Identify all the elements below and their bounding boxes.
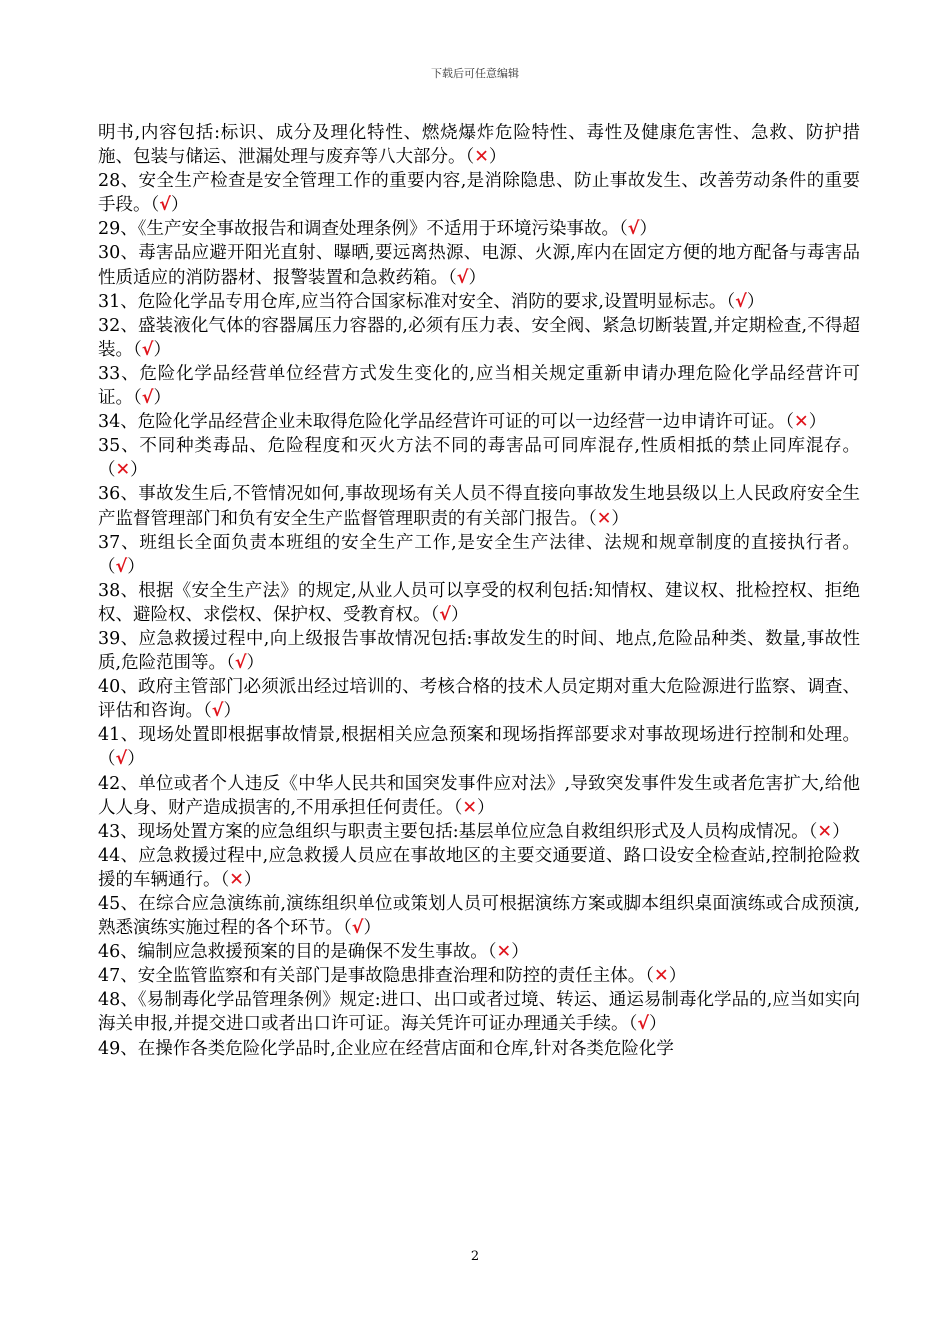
question-item xyxy=(98,627,860,675)
document-body xyxy=(98,121,860,1061)
question-text: 31、危险化学品专用仓库,应当符合国家标准对安全、消防的要求,设置明显标志。 xyxy=(98,291,727,312)
question-text: 49、在操作各类危险化学品时,企业应在经营店面和仓库,针对各类危险化学 xyxy=(98,1038,674,1059)
question-item xyxy=(98,410,860,434)
question-item xyxy=(98,531,860,579)
answer-close-paren: ） xyxy=(832,821,850,842)
cross-mark-icon: ✕ xyxy=(115,460,131,481)
answer-close-paren: ） xyxy=(668,966,687,987)
answer-close-paren: ） xyxy=(223,701,241,722)
question-item xyxy=(98,772,860,820)
cross-mark-icon: ✕ xyxy=(654,966,669,987)
answer-close-paren: ） xyxy=(153,388,171,409)
cross-mark-icon: ✕ xyxy=(596,508,612,529)
answer-close-paren: ） xyxy=(488,147,507,168)
answer-close-paren: ） xyxy=(363,918,381,939)
page-header: 下载后可任意编辑 xyxy=(431,67,519,80)
answer-open-paren: （ xyxy=(619,219,628,240)
question-item xyxy=(98,1037,860,1061)
question-text: 47、安全监管监察和有关部门是事故隐患排查治理和防控的责任主体。 xyxy=(98,966,646,987)
question-text: 46、编制应急救援预案的目的是确保不发生事故。 xyxy=(98,942,488,963)
answer-open-paren: （ xyxy=(133,388,142,409)
cross-mark-icon: ✕ xyxy=(474,147,489,168)
question-text: 44、应急救援过程中,应急救援人员应在事故地区的主要交通要道、路口设安全检查站,控制抢险救援的车辆通行。 xyxy=(98,845,860,890)
answer-open-paren: （ xyxy=(203,701,212,722)
question-text: 明书,内容包括:标识、成分及理化特性、燃烧爆炸危险特性、毒性及健康危害性、急救、防护措施、包装与储运、泄漏处理与废弃等八大部分。 xyxy=(98,123,860,168)
question-item xyxy=(98,964,860,988)
check-mark-icon: √ xyxy=(439,604,451,625)
question-text: 32、盛装液化气体的容器属压力容器的,必须有压力表、安全阀、紧急切断装置,并定期检查,不得超装。 xyxy=(98,315,860,360)
question-item xyxy=(98,121,860,169)
check-mark-icon: √ xyxy=(351,918,364,939)
cross-mark-icon: ✕ xyxy=(794,412,809,433)
question-text: 30、毒害品应避开阳光直射、曝晒,要远离热源、电源、火源,库内在固定方便的地方配备与毒害品性质适应的消防器材、报警装置和急救药箱。 xyxy=(98,243,860,288)
question-text: 40、政府主管部门必须派出经过培训的、考核合格的技术人员定期对重大危险源进行监察、调查、评估和咨询。 xyxy=(98,677,860,722)
answer-open-paren: （ xyxy=(487,942,497,963)
answer-open-paren: （ xyxy=(808,821,818,842)
question-text: 43、现场处置方案的应急组织与职责主要包括:基层单位应急自救组织形式及人员构成情况。 xyxy=(98,821,809,842)
question-item xyxy=(98,675,860,723)
answer-close-paren: ） xyxy=(476,797,495,818)
question-text: 39、应急救援过程中,向上级报告事故情况包括:事故发生的时间、地点,危险品种类、数量,事故性质,危险范围等。 xyxy=(98,628,860,674)
answer-open-paren: （ xyxy=(726,291,736,312)
answer-open-paren: （ xyxy=(588,508,597,529)
answer-close-paren: ） xyxy=(639,219,657,240)
answer-open-paren: （ xyxy=(628,1014,638,1035)
answer-close-paren: ） xyxy=(153,339,171,360)
question-item xyxy=(98,217,860,241)
question-text: 36、事故发生后,不管情况如何,事故现场有关人员不得直接向事故发生地县级以上人民政府安全生产监督管理部门和负有安全生产监督管理职责的有关部门报告。 xyxy=(98,484,860,529)
question-text: 28、安全生产检查是安全管理工作的重要内容,是消除隐患、防止事故发生、改善劳动条件的重要手段。 xyxy=(98,171,860,216)
question-text: 37、班组长全面负责本班组的安全生产工作,是安全生产法律、法规和规章制度的直接执行者。 xyxy=(98,532,860,553)
check-mark-icon: √ xyxy=(234,653,247,674)
answer-open-paren: （ xyxy=(133,339,142,360)
cross-mark-icon: ✕ xyxy=(817,821,833,842)
question-item xyxy=(98,820,860,844)
question-item xyxy=(98,723,860,771)
answer-open-paren: （ xyxy=(465,147,475,168)
question-text: 29、《生产安全事故报告和调查处理条例》不适用于环境污染事故。 xyxy=(98,219,620,240)
answer-close-paren: ） xyxy=(511,942,529,963)
question-text: 35、不同种类毒品、危险程度和灭火方法不同的毒害品可同库混存,性质相抵的禁止同库混存。 xyxy=(98,436,860,457)
answer-close-paren: ） xyxy=(130,460,148,481)
answer-close-paren: ） xyxy=(170,195,189,216)
question-item xyxy=(98,362,860,410)
answer-close-paren: ） xyxy=(649,1014,667,1035)
question-text: 48、《易制毒化学品管理条例》规定:进口、出口或者过境、转运、通运易制毒化学品的,应当如实向海关申报,并提交进口或者出口许可证。海关凭许可证办理通关手续。 xyxy=(98,990,860,1035)
answer-open-paren: （ xyxy=(785,412,795,433)
cross-mark-icon: ✕ xyxy=(462,797,477,818)
answer-open-paren: （ xyxy=(645,966,655,987)
answer-close-paren: ） xyxy=(746,291,765,312)
question-item xyxy=(98,988,860,1036)
check-mark-icon: √ xyxy=(637,1014,649,1035)
question-item xyxy=(98,434,860,482)
answer-open-paren: （ xyxy=(98,556,116,577)
cross-mark-icon: ✕ xyxy=(229,869,244,890)
check-mark-icon: √ xyxy=(735,291,747,312)
question-item xyxy=(98,892,860,940)
question-item xyxy=(98,169,860,217)
question-item xyxy=(98,314,860,362)
check-mark-icon: √ xyxy=(141,388,154,409)
question-item xyxy=(98,844,860,892)
answer-open-paren: （ xyxy=(150,195,160,216)
answer-open-paren: （ xyxy=(226,653,235,674)
question-text: 33、危险化学品经营单位经营方式发生变化的,应当相关规定重新申请办理危险化学品经营许可证。 xyxy=(98,363,860,409)
check-mark-icon: √ xyxy=(456,267,469,288)
question-text: 45、在综合应急演练前,演练组织单位或策划人员可根据演练方案或脚本组织桌面演练或合成预演,熟悉演练实施过程的各个环节。 xyxy=(98,894,860,939)
answer-close-paren: ） xyxy=(611,508,629,529)
answer-open-paren: （ xyxy=(448,267,457,288)
answer-open-paren: （ xyxy=(98,460,116,481)
answer-close-paren: ） xyxy=(468,267,486,288)
question-item xyxy=(98,940,860,964)
answer-open-paren: （ xyxy=(453,797,463,818)
answer-open-paren: （ xyxy=(98,749,116,770)
answer-open-paren: （ xyxy=(343,918,352,939)
check-mark-icon: √ xyxy=(115,556,128,577)
page-number: 2 xyxy=(470,1249,480,1264)
check-mark-icon: √ xyxy=(159,195,171,216)
answer-open-paren: （ xyxy=(220,869,230,890)
question-item xyxy=(98,290,860,314)
answer-close-paren: ） xyxy=(243,869,262,890)
check-mark-icon: √ xyxy=(211,701,224,722)
answer-open-paren: （ xyxy=(430,604,440,625)
question-item xyxy=(98,579,860,627)
question-text: 42、单位或者个人违反《中华人民共和国突发事件应对法》,导致突发事件发生或者危害扩大,给他人人身、财产造成损害的,不用承担任何责任。 xyxy=(98,773,860,818)
question-text: 41、现场处置即根据事故情景,根据相关应急预案和现场指挥部要求对事故现场进行控制和处理。 xyxy=(98,725,860,746)
question-text: 34、危险化学品经营企业未取得危险化学品经营许可证的可以一边经营一边申请许可证。 xyxy=(98,412,786,433)
answer-close-paren: ） xyxy=(450,604,469,625)
question-text: 38、根据《安全生产法》的规定,从业人员可以享受的权利包括:知情权、建议权、批检控权、拒绝权、避险权、求偿权、保护权、受教育权。 xyxy=(98,580,860,625)
answer-close-paren: ） xyxy=(127,749,145,770)
question-item xyxy=(98,482,860,530)
check-mark-icon: √ xyxy=(627,219,640,240)
question-item xyxy=(98,241,860,289)
check-mark-icon: √ xyxy=(141,339,154,360)
answer-close-paren: ） xyxy=(246,653,264,674)
cross-mark-icon: ✕ xyxy=(496,942,512,963)
answer-close-paren: ） xyxy=(127,556,145,577)
answer-close-paren: ） xyxy=(808,412,827,433)
check-mark-icon: √ xyxy=(115,749,128,770)
